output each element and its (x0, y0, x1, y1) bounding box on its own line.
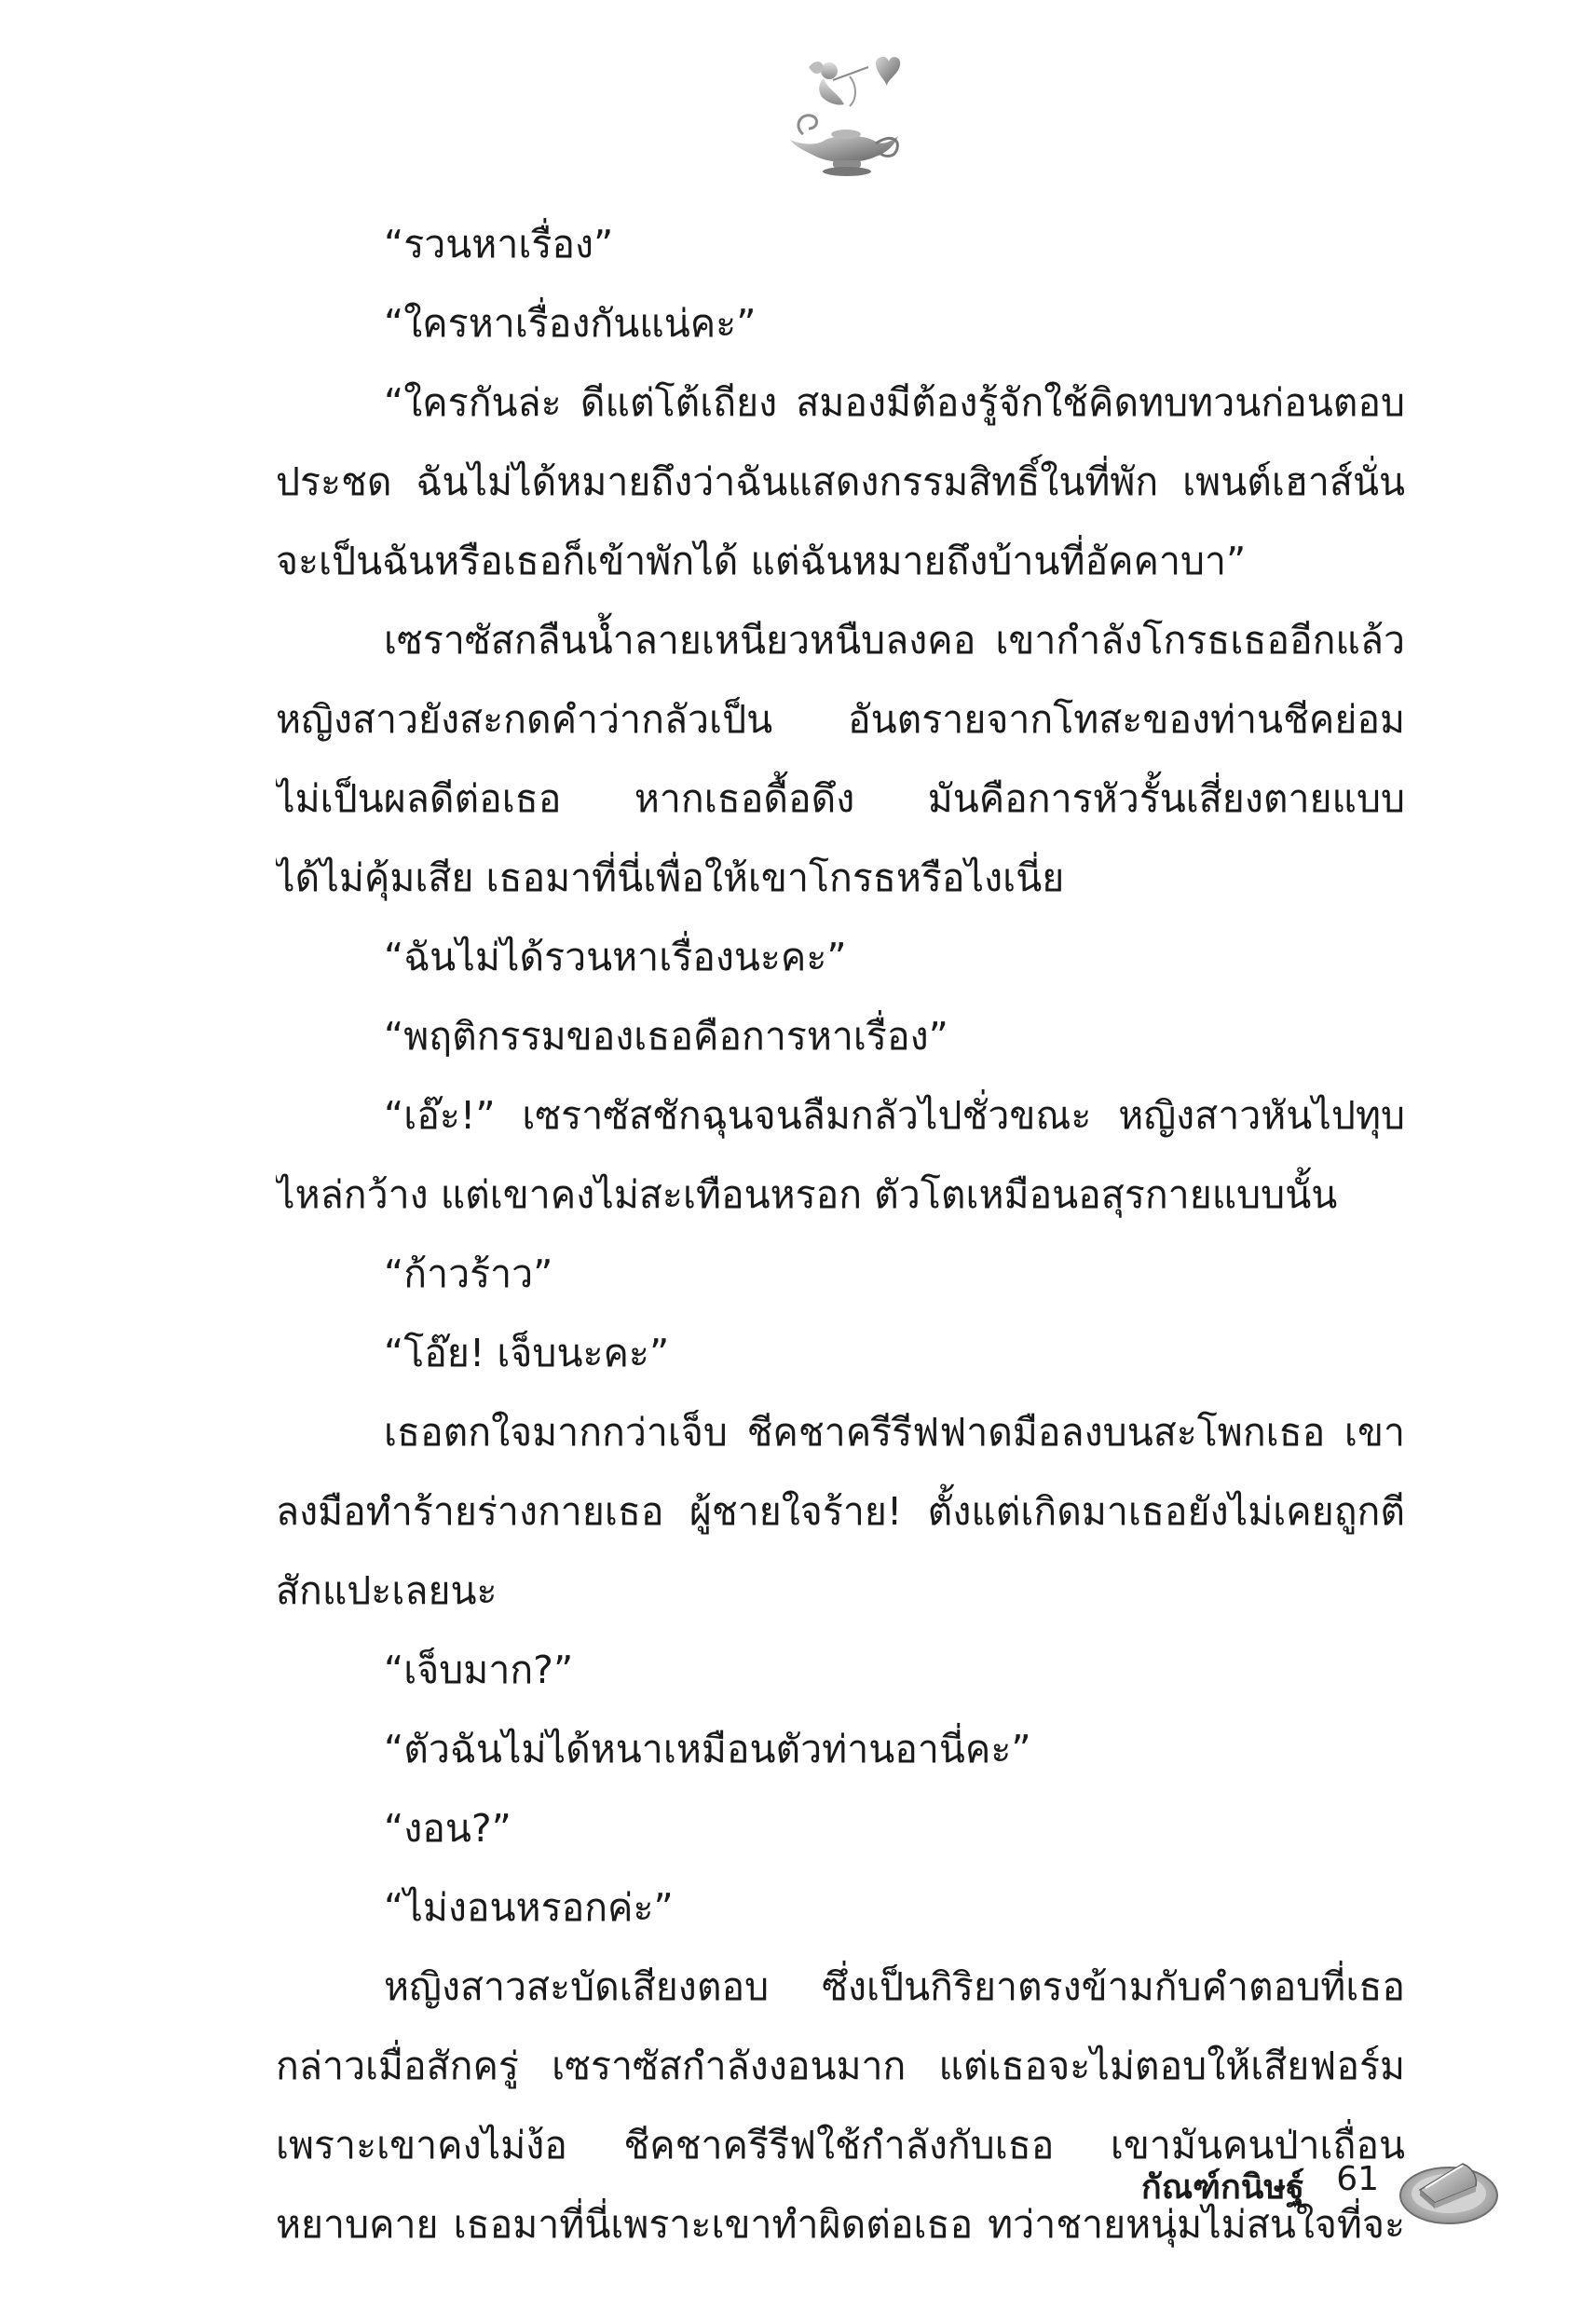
text-line: หยาบคาย เธอมาที่นี่เพราะเขาทำผิดต่อเธอ ทว่าชายหนุ่มไม่สนใจที่จะ (276, 2202, 1405, 2247)
cake-slice-icon (1398, 2143, 1500, 2227)
text-line: “เจ็บมาก?” (384, 1648, 574, 1692)
text-line: “โอ๊ย! เจ็บนะคะ” (384, 1331, 670, 1375)
text-line: ได้ไม่คุ้มเสีย เธอมาที่นี่เพื่อให้เขาโกรธหรือไงเนี่ย (276, 855, 1065, 900)
text-line: “งอน?” (384, 1806, 512, 1851)
text-line: ลงมือทำร้ายร่างกายเธอ ผู้ชายใจร้าย! ตั้งแต่เกิดมาเธอยังไม่เคยถูกตี (276, 1489, 1405, 1534)
text-line: หญิงสาวสะบัดเสียงตอบ ซึ่งเป็นกิริยาตรงข้ามกับคำตอบที่เธอ (384, 1964, 1405, 2009)
text-line: “พฤติกรรมของเธอคือการหาเรื่อง” (384, 1014, 948, 1059)
text-line: “ใครหาเรื่องกันแน่คะ” (384, 301, 757, 346)
text-line: เธอตกใจมากกว่าเจ็บ ชีคชาครีรีฟฟาดมือลงบนสะโพกเธอ เขา (384, 1410, 1405, 1455)
text-line: ไหล่กว้าง แต่เขาคงไม่สะเทือนหรอก ตัวโตเหมือนอสุรกายแบบนั้น (276, 1172, 1338, 1217)
text-line: “ก้าวร้าว” (384, 1251, 553, 1296)
text-line: “ไม่งอนหรอกค่ะ” (384, 1885, 674, 1930)
text-line: “ฉันไม่ได้รวนหาเรื่องนะคะ” (384, 935, 847, 979)
text-line: “เอ๊ะ!” เซราซัสชักฉุนจนลืมกลัวไปชั่วขณะ หญิงสาวหันไปทุบ (384, 1093, 1405, 1138)
text-line: “รวนหาเรื่อง” (384, 222, 614, 267)
text-line: เซราซัสกลืนน้ำลายเหนียวหนืบลงคอ เขากำลังโกรธเธออีกแล้ว (384, 618, 1405, 663)
book-title: กัณฑ์กนิษฐ์ (1140, 2168, 1304, 2207)
page-footer (1006, 2143, 1528, 2227)
text-line: หญิงสาวยังสะกดคำว่ากลัวเป็น อันตรายจากโทสะของท่านชีคย่อม (276, 697, 1405, 742)
text-line: “ใครกันล่ะ ดีแต่โต้เถียง สมองมีต้องรู้จักใช้คิดทบทวนก่อนตอบ (384, 380, 1405, 425)
text-line: ประชด ฉันไม่ได้หมายถึงว่าฉันแสดงกรรมสิทธิ์ในที่พัก เพนต์เฮาส์นั่น (276, 459, 1405, 504)
text-line: กล่าวเมื่อสักครู่ เซราซัสกำลังงอนมาก แต่เธอจะไม่ตอบให้เสียฟอร์ม (276, 2044, 1405, 2088)
text-line: “ตัวฉันไม่ได้หนาเหมือนตัวท่านอานี่คะ” (384, 1727, 1031, 1771)
lamp-cupid-ornament-icon (771, 48, 911, 188)
body-text (276, 205, 1405, 2264)
text-line: ไม่เป็นผลดีต่อเธอ หากเธอดื้อดึง มันคือการหัวรั้นเสี่ยงตายแบบ (276, 776, 1405, 821)
text-line: สักแปะเลยนะ (276, 1568, 498, 1613)
page-number: 61 (1336, 2160, 1379, 2198)
text-line: จะเป็นฉันหรือเธอก็เข้าพักได้ แต่ฉันหมายถึงบ้านที่อัคคาบา” (276, 539, 1247, 583)
text-line: เพราะเขาคงไม่ง้อ ชีคชาครีรีฟใช้กำลังกับเธอ เขามันคนป่าเถื่อน (276, 2123, 1405, 2167)
